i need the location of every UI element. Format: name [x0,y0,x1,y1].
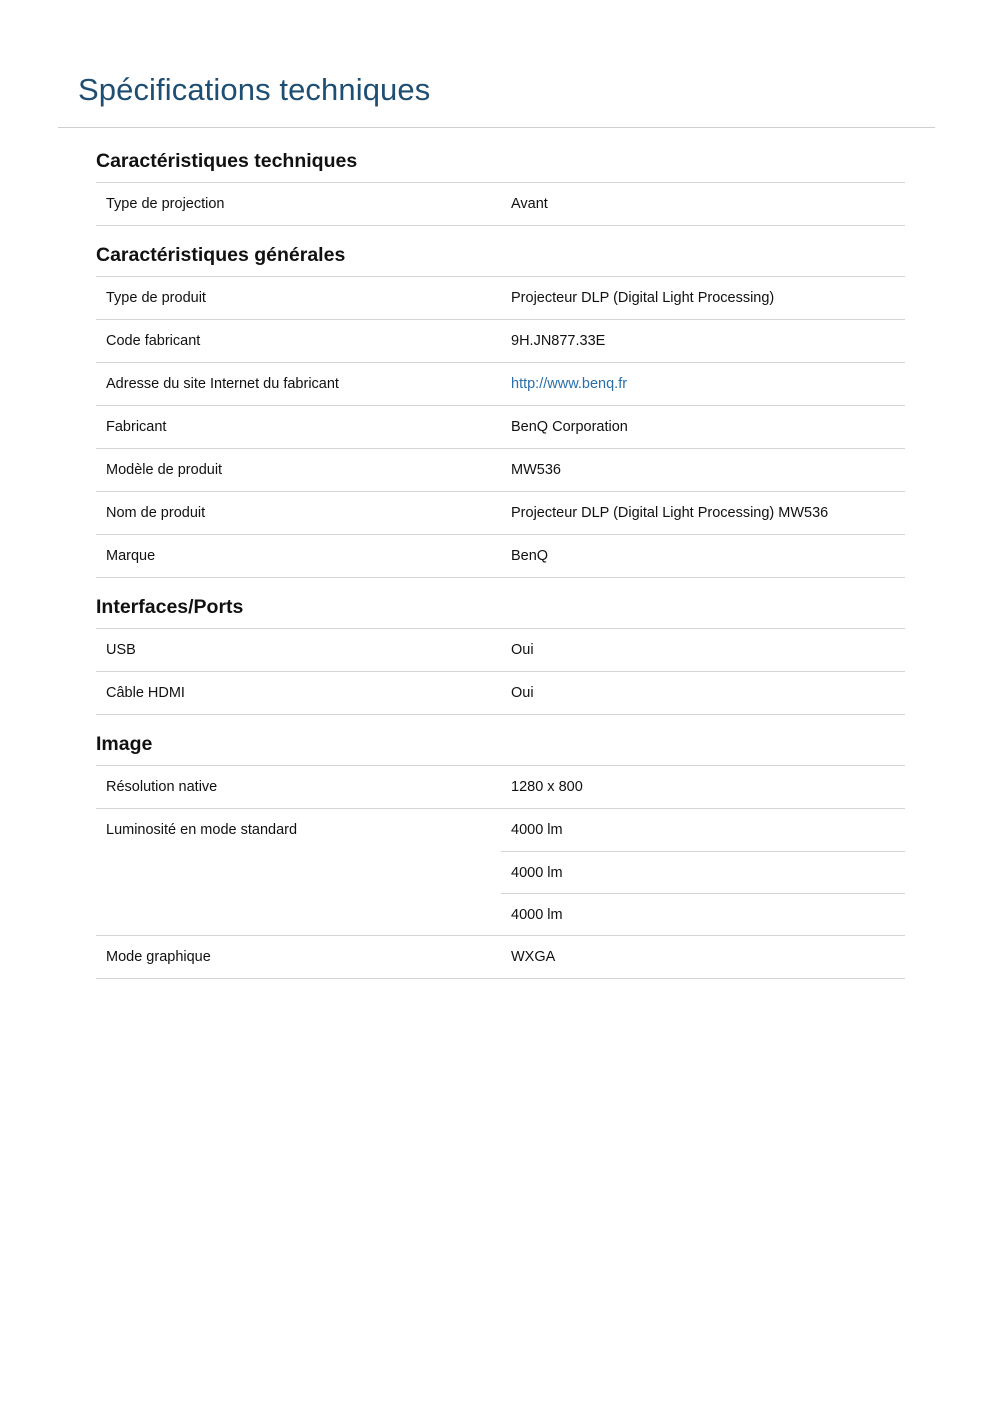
spec-values [501,629,905,671]
spec-value: BenQ [511,548,549,564]
spec-row [96,363,905,406]
page-title: Spécifications techniques [78,72,431,107]
spec-value: Projecteur DLP (Digital Light Processing) MW536 [511,505,829,521]
spec-row [96,629,905,672]
spec-section [96,240,905,578]
title-divider [58,127,935,128]
spec-label: Type de projection [106,196,225,212]
spec-label: USB [106,642,136,658]
manufacturer-website-link[interactable]: http://www.benq.fr [511,376,628,392]
spec-values [501,535,905,577]
spec-label: Mode graphique [106,949,211,965]
section-title: Interfaces/Ports [96,592,905,629]
spec-section [96,729,905,979]
spec-row [96,183,905,226]
spec-value: Projecteur DLP (Digital Light Processing) [511,290,775,306]
spec-values [501,183,905,225]
spec-row [96,766,905,809]
spec-values [501,809,905,935]
spec-label: Nom de produit [106,505,206,521]
spec-values [501,363,905,405]
spec-label: Luminosité en mode standard [106,822,298,838]
spec-row [96,492,905,535]
spec-row [96,672,905,715]
spec-values [501,406,905,448]
spec-row [96,809,905,936]
spec-section [96,146,905,226]
spec-value: 4000 lm [501,893,905,935]
spec-label: Marque [106,548,156,564]
spec-value: Oui [511,685,534,701]
spec-label: Fabricant [106,419,167,435]
spec-value: 1280 x 800 [511,779,583,795]
spec-label: Modèle de produit [106,462,223,478]
spec-row [96,936,905,979]
section-title: Caractéristiques techniques [96,146,905,183]
spec-values [501,936,905,978]
spec-value: 9H.JN877.33E [511,333,606,349]
spec-label: Type de produit [106,290,206,306]
spec-values [501,492,905,534]
spec-row [96,277,905,320]
spec-value: 4000 lm [501,851,905,893]
spec-row [96,320,905,363]
section-title: Caractéristiques générales [96,240,905,277]
spec-value: WXGA [511,949,556,965]
spec-section [96,592,905,715]
spec-values [501,672,905,714]
spec-label: Câble HDMI [106,685,185,701]
spec-value: Oui [511,642,534,658]
spec-row [96,449,905,492]
spec-sections [96,146,905,993]
spec-label: Adresse du site Internet du fabricant [106,376,339,392]
spec-values [501,320,905,362]
section-title: Image [96,729,905,766]
spec-values [501,449,905,491]
spec-row [96,406,905,449]
spec-value: BenQ Corporation [511,419,628,435]
spec-values [501,766,905,808]
spec-value: MW536 [511,462,561,478]
spec-values [501,277,905,319]
spec-label: Code fabricant [106,333,201,349]
spec-row [96,535,905,578]
spec-value: Avant [511,196,548,212]
spec-label: Résolution native [106,779,218,795]
spec-value: 4000 lm [511,822,563,838]
